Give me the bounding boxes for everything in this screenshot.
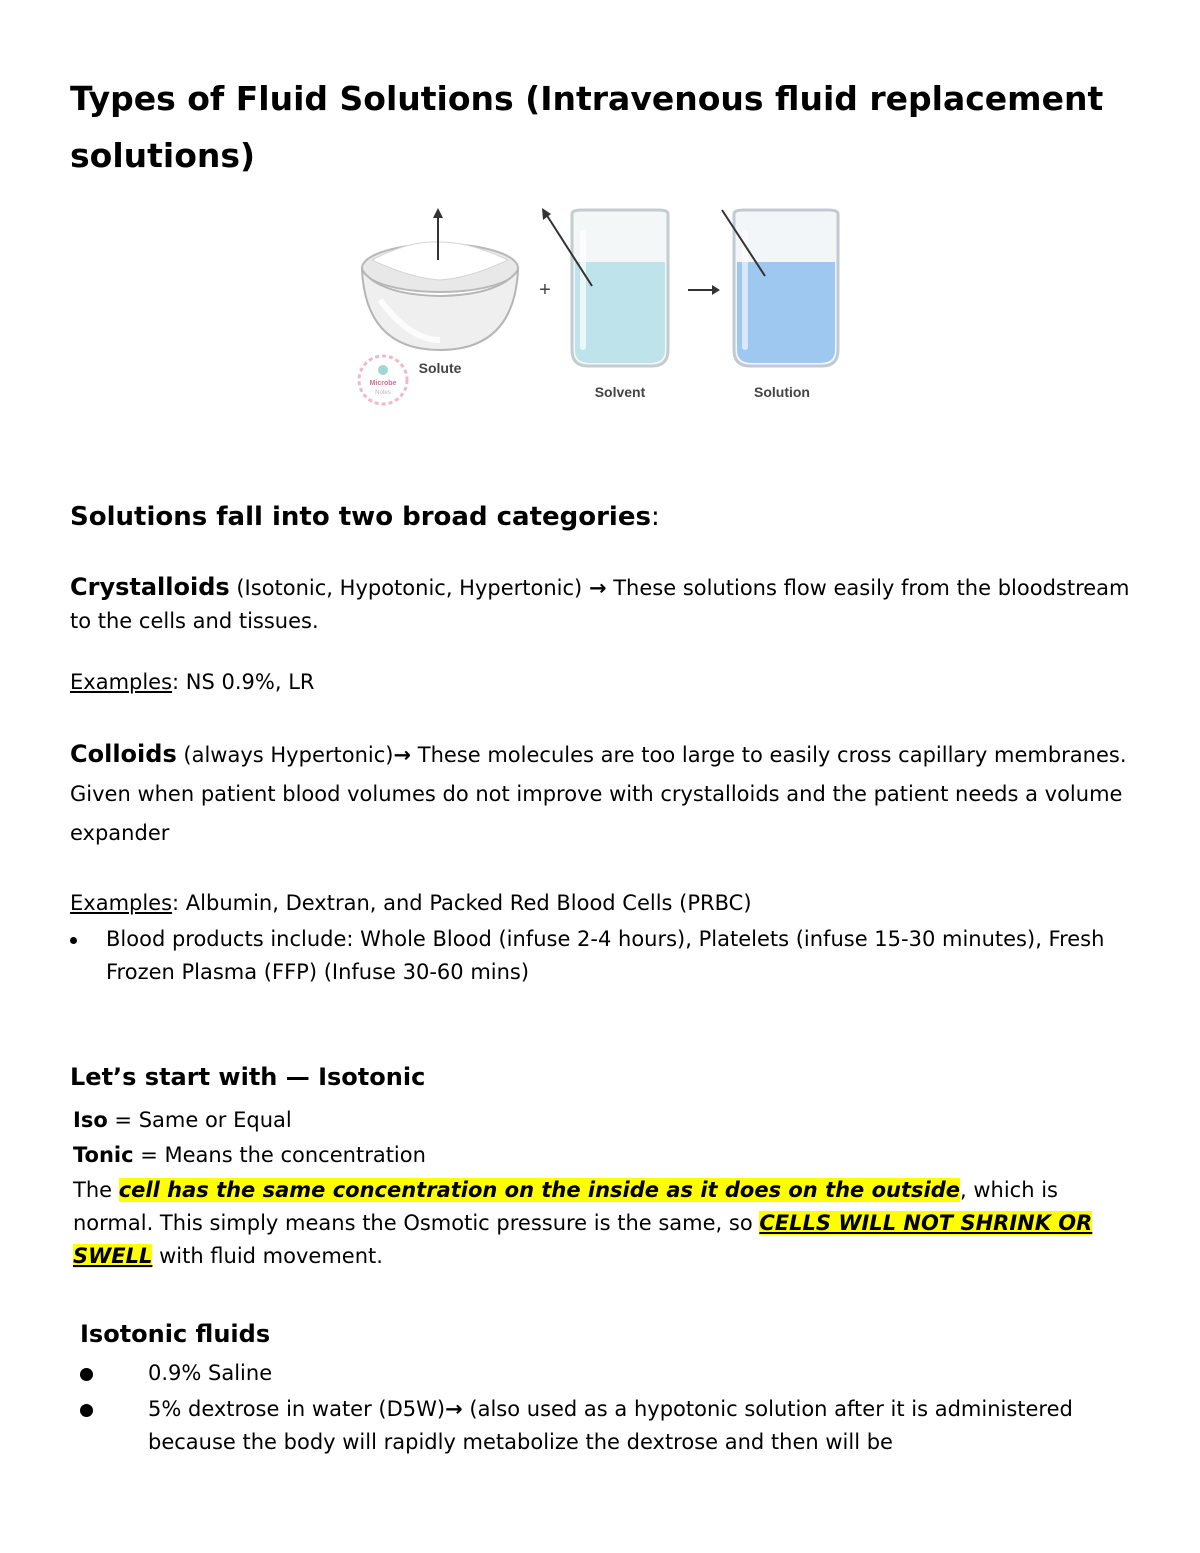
bullet-icon (80, 1368, 93, 1381)
colloids-examples: Examples: Albumin, Dextran, and Packed Red Blood Cells (PRBC) (70, 891, 752, 915)
list-item: Blood products include: Whole Blood (infuse 2-4 hours), Platelets (infuse 15-30 minutes), Fresh Frozen Plasma (FFP) (Infuse 30-60 mins) (70, 923, 1130, 989)
svg-text:Notes: Notes (375, 390, 391, 396)
isotonic-paragraph: The cell has the same concentration on the inside as it does on the outside, which is normal. This simply means the Osmotic pressure is the same, so CELLS WILL NOT SHRINK OR SWELL with fluid movement. (73, 1178, 1093, 1268)
solution-bottle (722, 210, 838, 366)
categories-heading: Solutions fall into two broad categories: (70, 502, 660, 532)
highlight-text: cell has the same concentration on the inside as it does on the outside (118, 1178, 960, 1202)
svg-text:Microbe: Microbe (369, 380, 397, 387)
reaction-arrow (688, 285, 720, 295)
arrow-icon: → (393, 743, 412, 767)
solute-label: Solute (418, 360, 462, 376)
solvent-liquid (575, 262, 665, 363)
crystalloids-examples: Examples: NS 0.9%, LR (70, 670, 315, 694)
arrow-icon: → (588, 576, 607, 600)
arrow-icon: → (445, 1397, 463, 1421)
tonic-definition: Tonic = Means the concentration (73, 1143, 426, 1167)
solution-label: Solution (754, 384, 810, 400)
solution-liquid (737, 262, 835, 363)
crystalloids-term: Crystalloids (70, 573, 230, 601)
watermark-logo (359, 356, 407, 404)
crystalloids-paragraph: Crystalloids (Isotonic, Hypotonic, Hypertonic) → These solutions flow easily from the bloodstream to the cells and tissues. (70, 573, 1130, 633)
solute-bowl (362, 208, 518, 350)
colloids-bullets (70, 923, 1130, 989)
colloids-paragraph: Colloids (always Hypertonic)→ These molecules are too large to easily cross capillary membranes. Given when patient blood volumes do not improve with crystalloids and the patient needs a volume expander (70, 740, 1127, 845)
plus-sign: + (539, 279, 551, 301)
bullet-icon (70, 937, 77, 944)
iso-definition: Iso = Same or Equal (73, 1108, 292, 1132)
page-title: Types of Fluid Solutions (Intravenous fluid replacement solutions) (70, 79, 1104, 175)
highlight-text: CELLS WILL NOT SHRINK OR SWELL (73, 1211, 1093, 1268)
list-item: 5% dextrose in water (D5W)→ (also used as a hypotonic solution after it is administered because the body will rapidly metabolize the dextrose and then will be (80, 1393, 1130, 1459)
solvent-bottle (542, 208, 668, 366)
isotonic-fluids-list (80, 1357, 1130, 1459)
solvent-label: Solvent (594, 384, 646, 400)
isotonic-fluids-heading: Isotonic fluids (80, 1320, 271, 1348)
bullet-icon (80, 1404, 93, 1417)
solution-diagram (350, 200, 850, 415)
colloids-term: Colloids (70, 740, 177, 768)
isotonic-heading: Let’s start with — Isotonic (70, 1063, 426, 1091)
list-item: 0.9% Saline (80, 1357, 1130, 1390)
